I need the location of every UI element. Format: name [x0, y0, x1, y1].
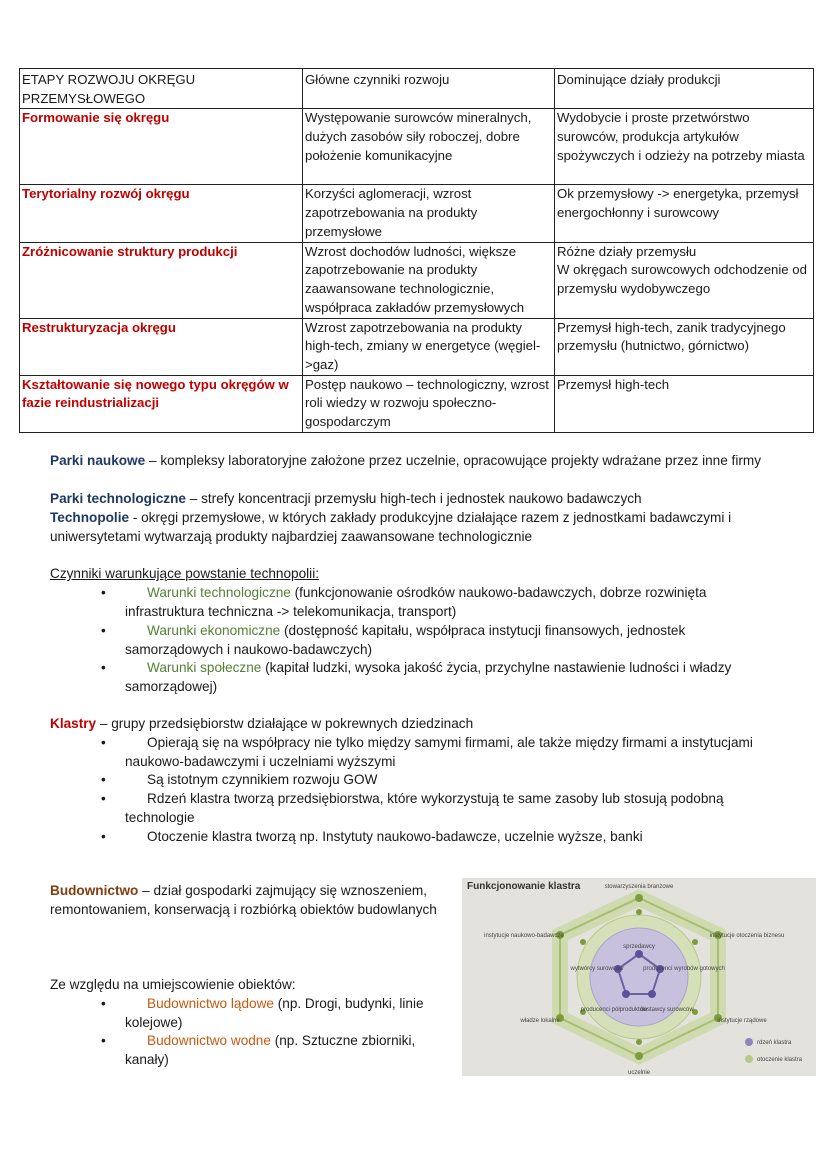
table-row [20, 375, 814, 432]
list-item [101, 659, 765, 697]
table-header-cell: Dominujące działy produkcji [555, 69, 814, 109]
legend-label: rdzeń klastra [757, 1040, 792, 1046]
bullet: • [101, 1033, 106, 1048]
bullet: • [101, 735, 106, 750]
term: Parki naukowe [50, 453, 146, 468]
list-item [101, 771, 785, 790]
item-text: Opierają się na współpracy nie tylko między samymi firmami, ale także między firmami a instytucjami naukowo-badawczymi i uczelniami wyższymi [125, 735, 753, 769]
factors-cell: Wzrost dochodów ludności, większe zapotrzebowanie na produkty zaawansowane technologicznie, współpraca zakładów przemysłowych [303, 242, 555, 318]
bullet: • [101, 623, 106, 638]
stage-cell: Formowanie się okręgu [20, 109, 303, 185]
term: Budownictwo lądowe [147, 996, 274, 1011]
term: Budownictwo wodne [147, 1033, 271, 1048]
bullet: • [101, 829, 106, 844]
list-item [101, 790, 755, 828]
production-cell: Wydobycie i proste przetwórstwo surowców, produkcja artykułów spożywczych i odzieży na potrzeby miasta [555, 109, 814, 185]
table-row [20, 318, 814, 375]
list-item [101, 1032, 445, 1070]
outer-label: instytucje naukowo-badawcze [484, 933, 564, 939]
cluster-diagram [462, 878, 816, 1076]
definition: - okręgi przemysłowe, w których zakłady produkcyjne działające razem z jednostkami badawczymi i uniwersytetami wytwarzają produkty najbardziej zaawansowane technologicznie [50, 510, 732, 544]
definition: – strefy koncentracji przemysłu high-tech i jednostek naukowo badawczych [185, 491, 642, 506]
definition: – kompleksy laboratoryjne założone przez uczelnie, opracowujące projekty wdrażane przez inne firmy [145, 453, 761, 468]
table-header-cell: Główne czynniki rozwoju [303, 69, 555, 109]
factors-cell: Postęp naukowo – technologiczny, wzrost roli wiedzy w rozwoju społeczno-gospodarczym [303, 375, 555, 432]
item-text: (np. Sztuczne zbiorniki, kanały) [125, 1033, 416, 1067]
factors-cell: Wzrost zapotrzebowania na produkty high-tech, zmiany w energetyce (węgiel->gaz) [303, 318, 555, 375]
term: Klastry [50, 716, 97, 731]
term: Warunki ekonomiczne [147, 623, 281, 638]
cluster-diagram-photo [462, 878, 816, 1076]
budownictwo-heading: Ze względu na umiejscowienie obiektów: [50, 977, 296, 992]
inner-label: dostawcy surowców [640, 1007, 694, 1013]
outer-label: instytucje rządowe [717, 1018, 767, 1024]
def-parki-technologiczne [50, 490, 790, 509]
def-technopolie [50, 509, 780, 547]
item-text: (kapitał ludzki, wysoka jakość życia, przychylne nastawienie ludności i władzy samorządowej) [125, 660, 732, 694]
bullet: • [101, 791, 106, 806]
term: Warunki społeczne [147, 660, 262, 675]
item-text: (np. Drogi, budynki, linie kolejowe) [125, 996, 424, 1030]
bullet: • [101, 996, 106, 1011]
list-item [101, 995, 445, 1033]
bullet: • [101, 585, 106, 600]
list-item [101, 734, 785, 772]
def-parki-naukowe [50, 452, 770, 471]
stages-table [19, 68, 814, 433]
outer-label: uczelnie [627, 1070, 651, 1076]
legend-swatch-otoczenie [745, 1055, 753, 1063]
heading-text: Czynniki warunkujące powstanie technopolii: [50, 566, 320, 581]
stage-cell: Kształtowanie się nowego typu okręgów w fazie reindustrializacji [20, 375, 303, 432]
inner-label: wytwórcy surowców [570, 966, 624, 972]
outer-label: władze lokalne [520, 1018, 560, 1024]
item-text: (dostępność kapitału, współpraca instytucji finansowych, jednostek samorządowych i naukowo-badawczych) [125, 623, 686, 657]
production-cell: Ok przemysłowy -> energetyka, przemysł energochłonny i surowcowy [555, 185, 814, 242]
list-item [101, 584, 765, 622]
item-text: Są istotnym czynnikiem rozwoju GOW [147, 772, 378, 787]
outer-label: instytucje otoczenia biznesu [709, 933, 785, 939]
legend-swatch-rdzen [745, 1038, 753, 1046]
legend-label: otoczenie klastra [757, 1057, 803, 1063]
inner-label: producenci wyrobów gotowych [643, 966, 725, 972]
term: Warunki technologiczne [147, 585, 291, 600]
list-item [101, 622, 765, 660]
definition: – dział gospodarki zajmujący się wznoszeniem, remontowaniem, konserwacją i rozbiórką obiektów budowlanych [50, 883, 437, 917]
term: Budownictwo [50, 883, 139, 898]
table-row [20, 109, 814, 185]
list-item [101, 828, 785, 847]
term: Parki technologiczne [50, 491, 186, 506]
table-header-cell: ETAPY ROZWOJU OKRĘGU PRZEMYSŁOWEGO [20, 69, 303, 109]
czynniki-heading [50, 565, 319, 584]
item-text: Otoczenie klastra tworzą np. Instytuty naukowo-badawcze, uczelnie wyższe, banki [147, 829, 643, 844]
item-text: (funkcjonowanie ośrodków naukowo-badawczych, dobrze rozwinięta infrastruktura techniczna -> telekomunikacja, transport) [125, 585, 707, 619]
item-text: Rdzeń klastra tworzą przedsiębiorstwa, które wykorzystują te same zasoby lub stosują podobną technologie [125, 791, 724, 825]
stage-cell: Zróżnicowanie struktury produkcji [20, 242, 303, 318]
production-cell: Przemysł high-tech [555, 375, 814, 432]
bullet: • [101, 772, 106, 787]
stage-cell: Terytorialny rozwój okręgu [20, 185, 303, 242]
def-budownictwo [50, 882, 440, 920]
definition: – grupy przedsiębiorstw działające w pokrewnych dziedzinach [96, 716, 474, 731]
def-klastry [50, 715, 473, 734]
factors-cell: Występowanie surowców mineralnych, dużych zasobów siły roboczej, dobre położenie komunikacyjne [303, 109, 555, 185]
table-header-row [20, 69, 814, 109]
production-cell: Różne działy przemysłu W okręgach surowcowych odchodzenie od przemysłu wydobywczego [555, 242, 814, 318]
inner-label: sprzedawcy [623, 944, 655, 950]
factors-cell: Korzyści aglomeracji, wzrost zapotrzebowania na produkty przemysłowe [303, 185, 555, 242]
production-cell: Przemysł high-tech, zanik tradycyjnego przemysłu (hutnictwo, górnictwo) [555, 318, 814, 375]
bullet: • [101, 660, 106, 675]
figure-title: Funkcjonowanie klastra [467, 881, 581, 892]
term: Technopolie [50, 510, 130, 525]
inner-label: producenci półproduktów [580, 1007, 648, 1013]
stage-cell: Restrukturyzacja okręgu [20, 318, 303, 375]
outer-label: stowarzyszenia branżowe [604, 884, 674, 890]
table-row [20, 242, 814, 318]
table-row [20, 185, 814, 242]
